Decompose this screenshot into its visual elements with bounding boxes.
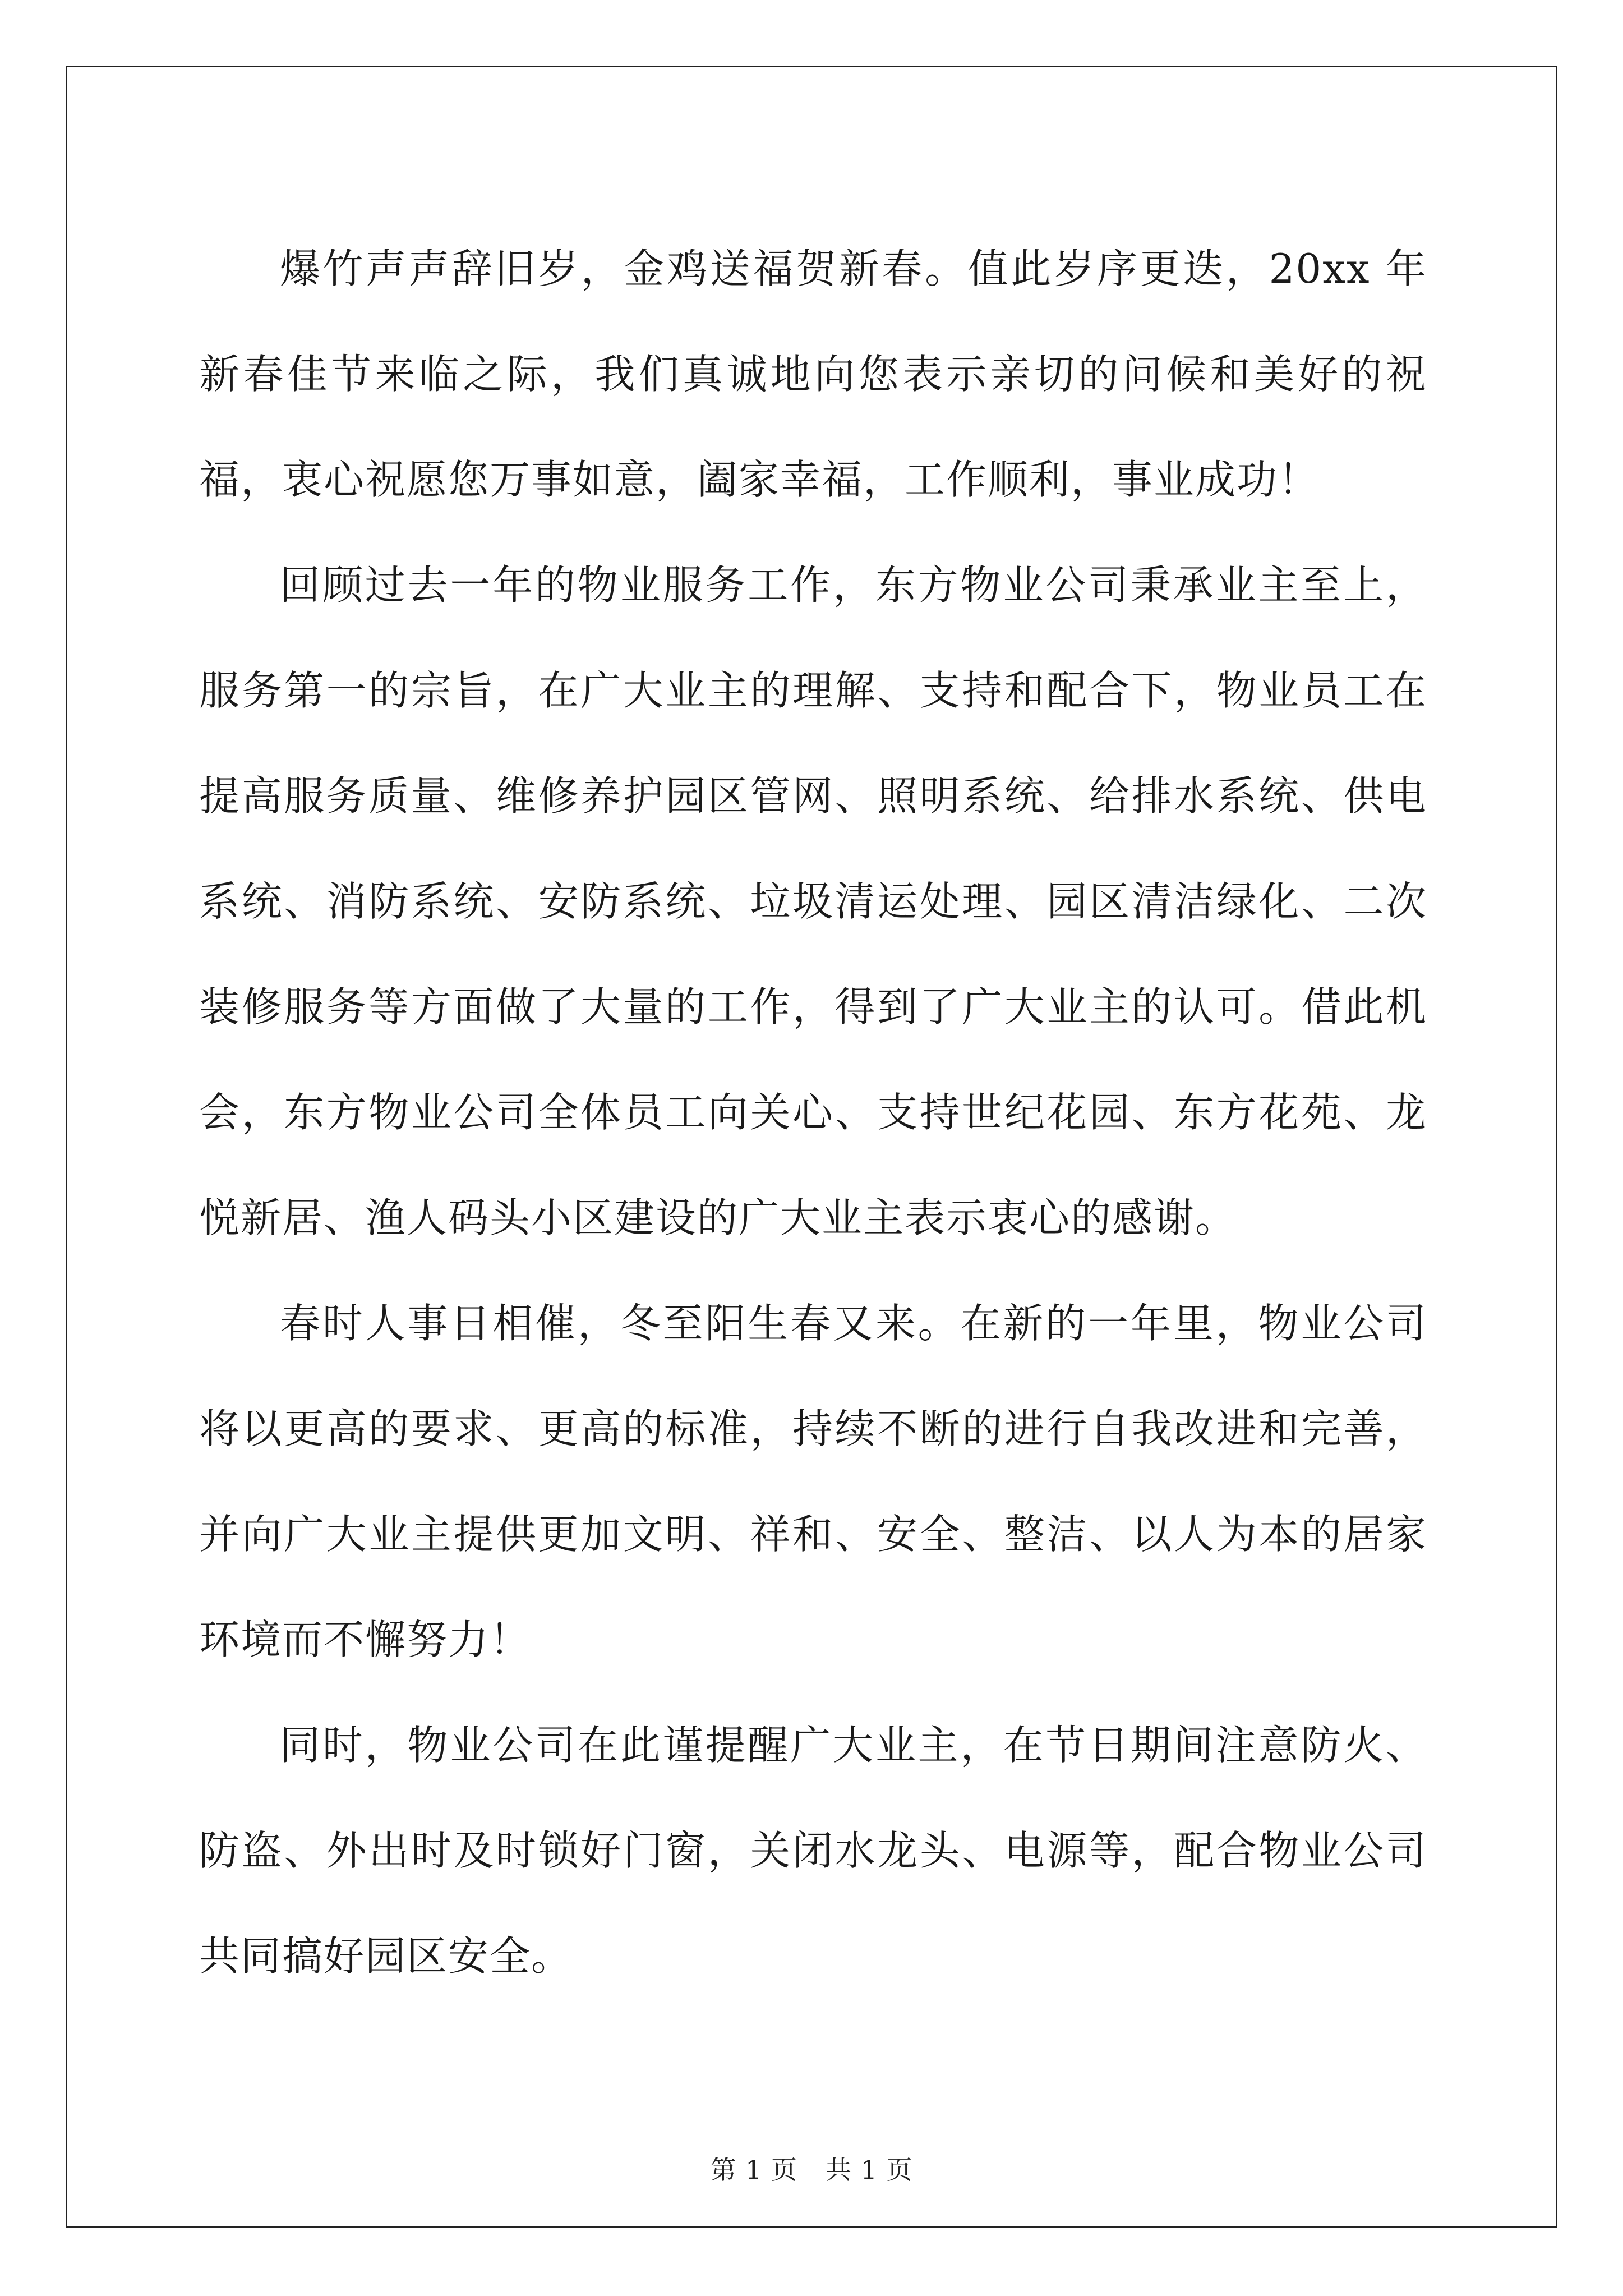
document-body xyxy=(199,216,1427,2009)
page-number: 第 1 页 xyxy=(710,2155,797,2185)
paragraph-review: 回顾过去一年的物业服务工作，东方物业公司秉承业主至上，服务第一的宗旨，在广大业主的理解、支持和配合下，物业员工在提高服务质量、维修养护园区管网、照明系统、给排水系统、供电系统、消防系统、安防系统、垃圾清运处理、园区清洁绿化、二次装修服务等方面做了大量的工作，得到了广大业主的认可。借此机会，东方物业公司全体员工向关心、支持世纪花园、东方花苑、龙悦新居、渔人码头小区建设的广大业主表示衷心的感谢。 xyxy=(199,562,1427,1241)
paragraph-reminder: 同时，物业公司在此谨提醒广大业主，在节日期间注意防火、防盗、外出时及时锁好门窗，关闭水龙头、电源等，配合物业公司共同搞好园区安全。 xyxy=(199,1722,1427,1980)
page-total: 共 1 页 xyxy=(826,2155,913,2185)
paragraph-greeting: 爆竹声声辞旧岁，金鸡送福贺新春。值此岁序更迭，20xx 年新春佳节来临之际，我们真诚地向您表示亲切的问候和美好的祝福，衷心祝愿您万事如意，阖家幸福，工作顺利，事业成功！ xyxy=(199,245,1427,503)
paragraph-outlook: 春时人事日相催，冬至阳生春又来。在新的一年里，物业公司将以更高的要求、更高的标准，持续不断的进行自我改进和完善，并向广大业主提供更加文明、祥和、安全、整洁、以人为本的居家环境而不懈努力！ xyxy=(199,1300,1427,1663)
page-footer xyxy=(0,2153,1623,2187)
